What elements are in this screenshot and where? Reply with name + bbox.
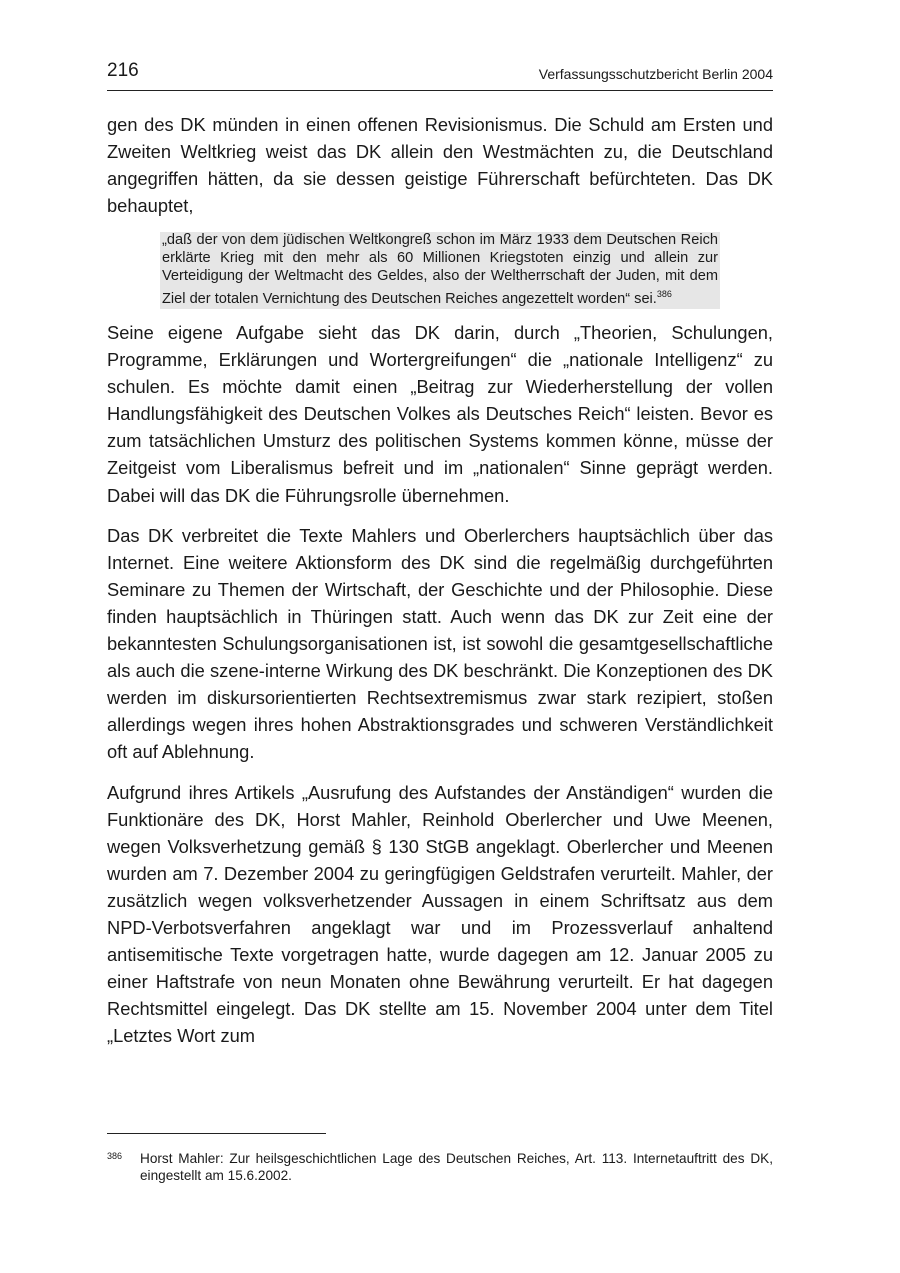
page-header — [107, 60, 773, 91]
block-quote — [160, 232, 720, 309]
footnote-reference[interactable]: 386 — [656, 289, 672, 300]
paragraph-3: Das DK verbreitet die Texte Mahlers und Oberlerchers hauptsächlich über das Internet. Eine weitere Aktionsform des DK sind die regelmäßig durchgeführten Seminare zu Themen der Wirtschaft, der Geschichte und der Philosophie. Diese finden hauptsächlich in Thüringen statt. Auch wenn das DK zur Zeit eine der bekanntesten Schulungsorganisationen ist, ist sowohl die gesamtgesellschaftliche als auch die szene-interne Wirkung des DK beschränkt. Die Konzeptionen des DK werden im diskursorientierten Rechtsextremismus zwar stark rezipiert, stoßen allerdings wegen ihres hohen Abstraktionsgrades und schweren Verständlichkeit oft auf Ablehnung. — [107, 524, 773, 763]
running-title: Verfassungsschutzbericht Berlin 2004 — [538, 66, 773, 82]
footnote — [107, 1150, 773, 1184]
footnote-separator — [107, 1133, 326, 1134]
footnote-number: 386 — [107, 1151, 123, 1161]
page-number: 216 — [107, 60, 139, 81]
paragraph-2: Seine eigene Aufgabe sieht das DK darin, durch „Theorien, Schulungen, Programme, Erklärungen und Wortergreifungen“ die „nationale Intelligenz“ zu schulen. Es möchte damit einen „Beitrag zur Wiederherstellung der vollen Handlungsfähigkeit des Deutschen Volkes als Deutsches Reich“ leisten. Bevor es zum tatsächlichen Umsturz des politischen Systems kommen könne, müsse der Zeitgeist vom Liberalismus befreit und im „nationalen“ Sinne geprägt werden. Dabei will das DK die Führungsrolle übernehmen. — [107, 322, 773, 506]
paragraph-1: gen des DK münden in einen offenen Revisionismus. Die Schuld am Ersten und Zweiten Weltkrieg weist das DK allein den Westmächten zu, die Deutschland angegriffen hätten, da sie dessen geistige Führerschaft befürchteten. Das DK behauptet, — [107, 114, 773, 217]
quote-text: „daß der von dem jüdischen Weltkongreß schon im März 1933 dem Deutschen Reich erklärte Krieg mit den mehr als 60 Millionen Kriegstoten einzig und allein zur Verteidigung der Weltmacht des Geldes, also der Weltherrschaft der Juden, mit dem Ziel der totalen Vernichtung des Deutschen Reiches angezettelt worden“ sei. — [162, 232, 718, 308]
body-text — [107, 111, 773, 1062]
paragraph-4: Aufgrund ihres Artikels „Ausrufung des Aufstandes der Anständigen“ wurden die Funktionäre des DK, Horst Mahler, Reinhold Oberlercher und Uwe Meenen, wegen Volksverhetzung gemäß § 130 StGB angeklagt. Oberlercher und Meenen wurden am 7. Dezember 2004 zu geringfügigen Geldstrafen verurteilt. Mahler, der zusätzlich wegen volksverhetzender Aussagen in einem Schriftsatz aus dem NPD-Verbotsverfahren angeklagt war und im Prozessverlauf anhaltend antisemitische Texte vorgetragen hatte, wurde dagegen am 12. Januar 2005 zu einer Haftstrafe von neun Monaten ohne Bewährung verurteilt. Er hat dagegen Rechtsmittel eingelegt. Das DK stellte am 15. November 2004 unter dem Titel „Letztes Wort zum — [107, 781, 773, 1047]
footnote-text: Horst Mahler: Zur heilsgeschichtlichen Lage des Deutschen Reiches, Art. 113. Internetauftritt des DK, eingestellt am 15.6.2002. — [140, 1151, 773, 1183]
